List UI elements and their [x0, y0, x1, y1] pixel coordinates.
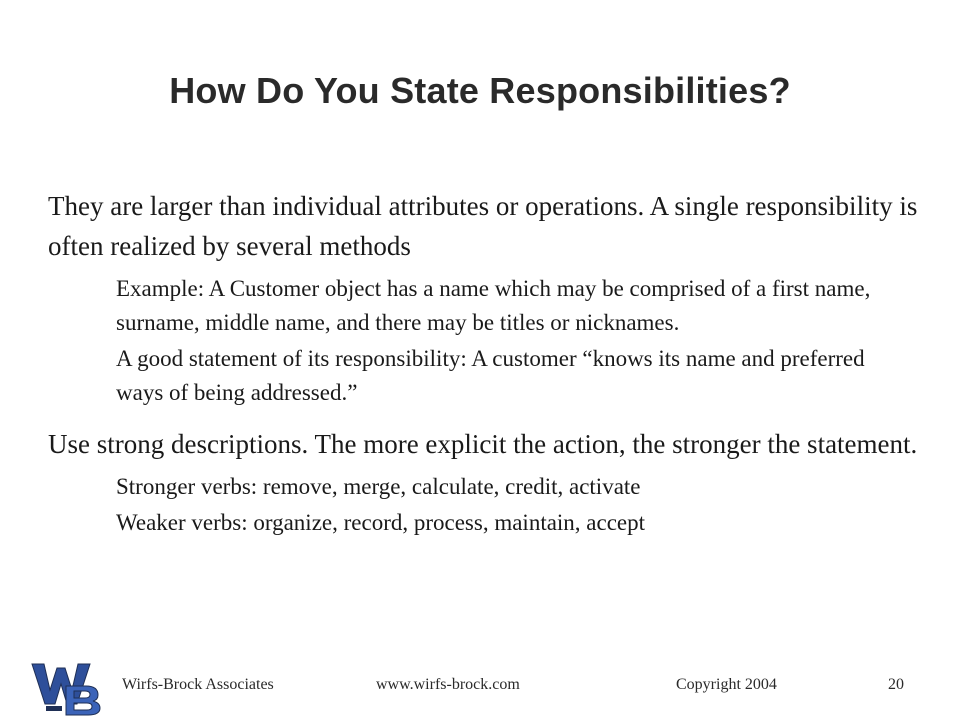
bullet-level1-scope: They are larger than individual attributes or operations. A single responsibility is often realized by several methods [48, 191, 918, 261]
bullet-level2-weaker-verbs: Weaker verbs: organize, record, process, maintain, accept [116, 510, 646, 535]
footer-copyright: Copyright 2004 [676, 676, 777, 693]
footer-url: www.wirfs-brock.com [376, 676, 520, 693]
wirfs-brock-logo [30, 660, 102, 716]
logo-b-shape [66, 686, 100, 715]
bullet-level1-descriptions: Use strong descriptions. The more explicit the action, the stronger the statement. [48, 429, 918, 459]
logo-dash [46, 706, 62, 711]
bullet-level2-example: Example: A Customer object has a name which may be comprised of a first name, surname, middle name, and there may be titles or nicknames. [116, 276, 871, 335]
footer-company: Wirfs-Brock Associates [122, 676, 274, 693]
bullet-level2-statement: A good statement of its responsibility: A customer “knows its name and preferred ways of being addressed.” [116, 346, 865, 405]
slide-title: How Do You State Responsibilities? [169, 70, 791, 111]
slide-body [48, 186, 928, 542]
bullet-level2-stronger-verbs: Stronger verbs: remove, merge, calculate, credit, activate [116, 474, 641, 499]
section-gap [48, 412, 928, 424]
page-number: 20 [888, 676, 904, 693]
